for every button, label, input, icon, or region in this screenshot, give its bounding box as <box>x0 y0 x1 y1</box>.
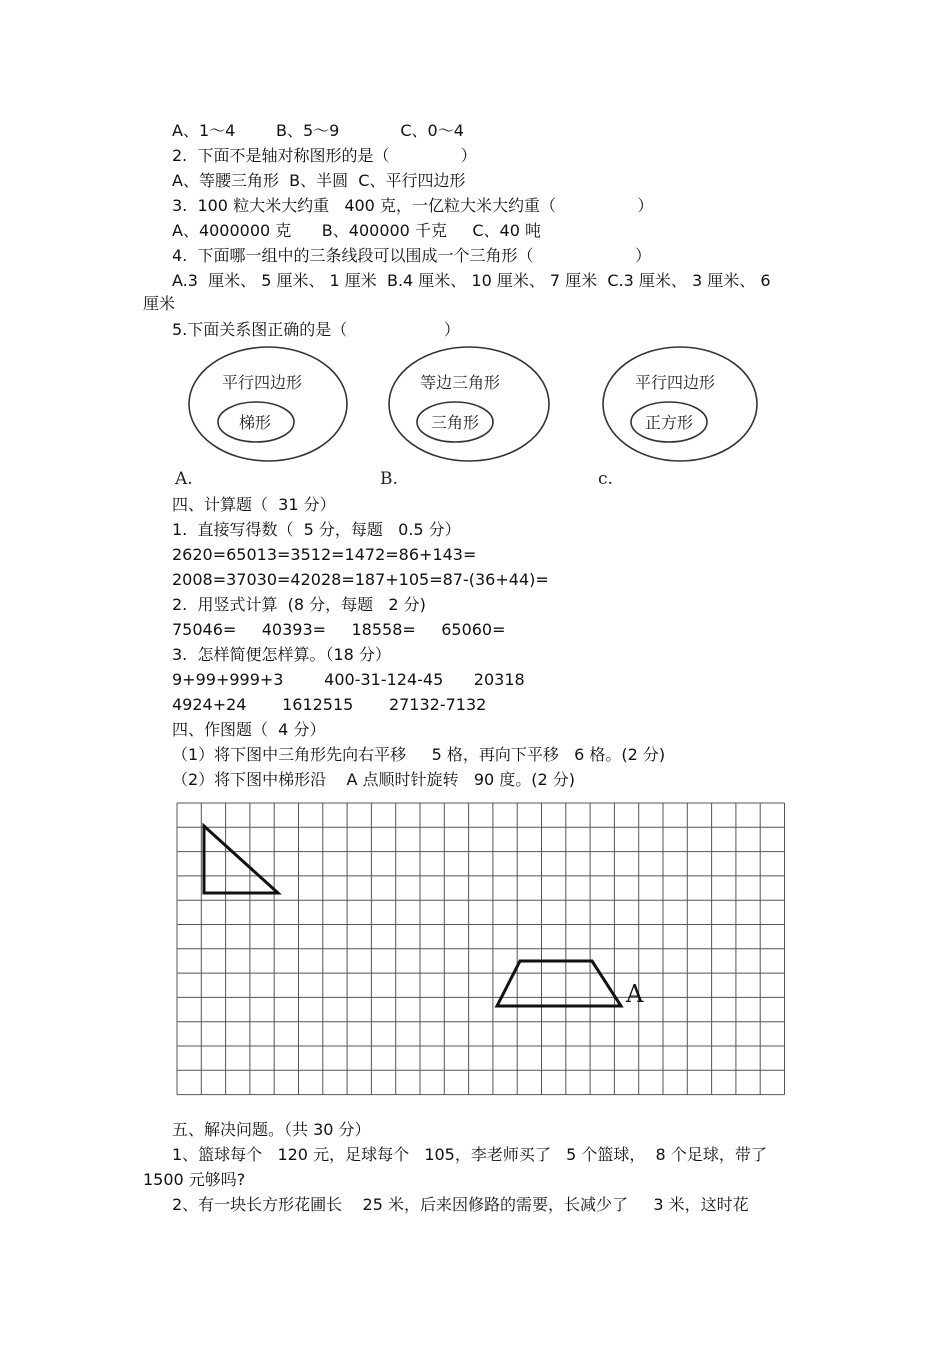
point-a-label: A <box>626 980 644 1008</box>
diagram-c-outer-label: 平行四边形 <box>635 373 716 392</box>
q3-question: 3. 100 粒大米大约重 400 克，一亿粒大米大约重（ ） <box>172 196 654 215</box>
diagram-c-inner-label: 正方形 <box>645 413 694 432</box>
drawing-grid <box>172 798 794 1100</box>
q3-options: A、4000000 克 B、400000 千克 C、40 吨 <box>172 221 541 240</box>
problem-2: 2、有一块长方形花圃长 25 米，后来因修路的需要，长减少了 3 米，这时花 <box>172 1195 749 1214</box>
calc-q1-row1: 2620=65013=3512=1472=86+143= <box>172 545 477 564</box>
calc-q2: 2. 用竖式计算 (8 分，每题 2 分) <box>172 595 426 614</box>
trapezoid-shape <box>497 961 621 1006</box>
calc-q2-items: 75046= 40393= 18558= 65060= <box>172 620 506 639</box>
diagram-option-a <box>174 347 347 489</box>
drawing-section-title: 四、作图题（ 4 分） <box>172 720 326 739</box>
section4-title: 四、计算题（ 31 分） <box>172 495 336 514</box>
drawing-task-1: （1）将下图中三角形先向右平移 5 格，再向下平移 6 格。(2 分) <box>172 745 666 764</box>
triangle-shape <box>204 826 278 893</box>
diagram-b-outer-label: 等边三角形 <box>420 373 501 392</box>
q5-question: 5.下面关系图正确的是（ ） <box>172 320 460 339</box>
diagram-b-option-label: B. <box>380 469 398 489</box>
calc-q1: 1. 直接写得数（ 5 分，每题 0.5 分） <box>172 520 461 539</box>
q4-options: A.3 厘米、 5 厘米、 1 厘米 B.4 厘米、 10 厘米、 7 厘米 C.3 厘米、 3 厘米、 6 <box>172 271 771 290</box>
diagram-a-inner-label: 梯形 <box>239 413 272 432</box>
q1-options: A、1～4 B、5～9 C、0～4 <box>172 121 464 140</box>
problem-1-continued: 1500 元够吗? <box>143 1170 246 1189</box>
calc-q3-row1: 9+99+999+3 400-31-124-45 20318 <box>172 670 525 689</box>
calc-q3: 3. 怎样简便怎样算。（18 分） <box>172 645 391 664</box>
diagram-b-inner-label: 三角形 <box>431 413 480 432</box>
drawing-task-2: （2）将下图中梯形沿 A 点顺时针旋转 90 度。(2 分) <box>172 770 576 789</box>
diagram-c-option-label: c. <box>598 469 613 489</box>
relation-diagram <box>172 342 772 492</box>
diagram-option-b <box>380 347 549 489</box>
q4-options-continued: 厘米 <box>143 294 176 313</box>
calc-q1-row2: 2008=37030=42028=187+105=87-(36+44)= <box>172 570 549 589</box>
q2-question: 2. 下面不是轴对称图形的是（ ） <box>172 146 477 165</box>
q4-question: 4. 下面哪一组中的三条线段可以围成一个三角形（ ） <box>172 246 652 265</box>
q2-options: A、等腰三角形 B、半圆 C、平行四边形 <box>172 171 466 190</box>
grid-lines <box>177 803 785 1095</box>
section5-title: 五、解决问题。（共 30 分） <box>172 1120 371 1139</box>
calc-q3-row2: 4924+24 1612515 27132-7132 <box>172 695 487 714</box>
diagram-a-outer-label: 平行四边形 <box>222 373 303 392</box>
diagram-a-option-label: A. <box>175 469 193 489</box>
diagram-option-c <box>598 347 757 489</box>
problem-1: 1、篮球每个 120 元，足球每个 105，李老师买了 5 个篮球， 8 个足球，带了 <box>172 1145 767 1164</box>
